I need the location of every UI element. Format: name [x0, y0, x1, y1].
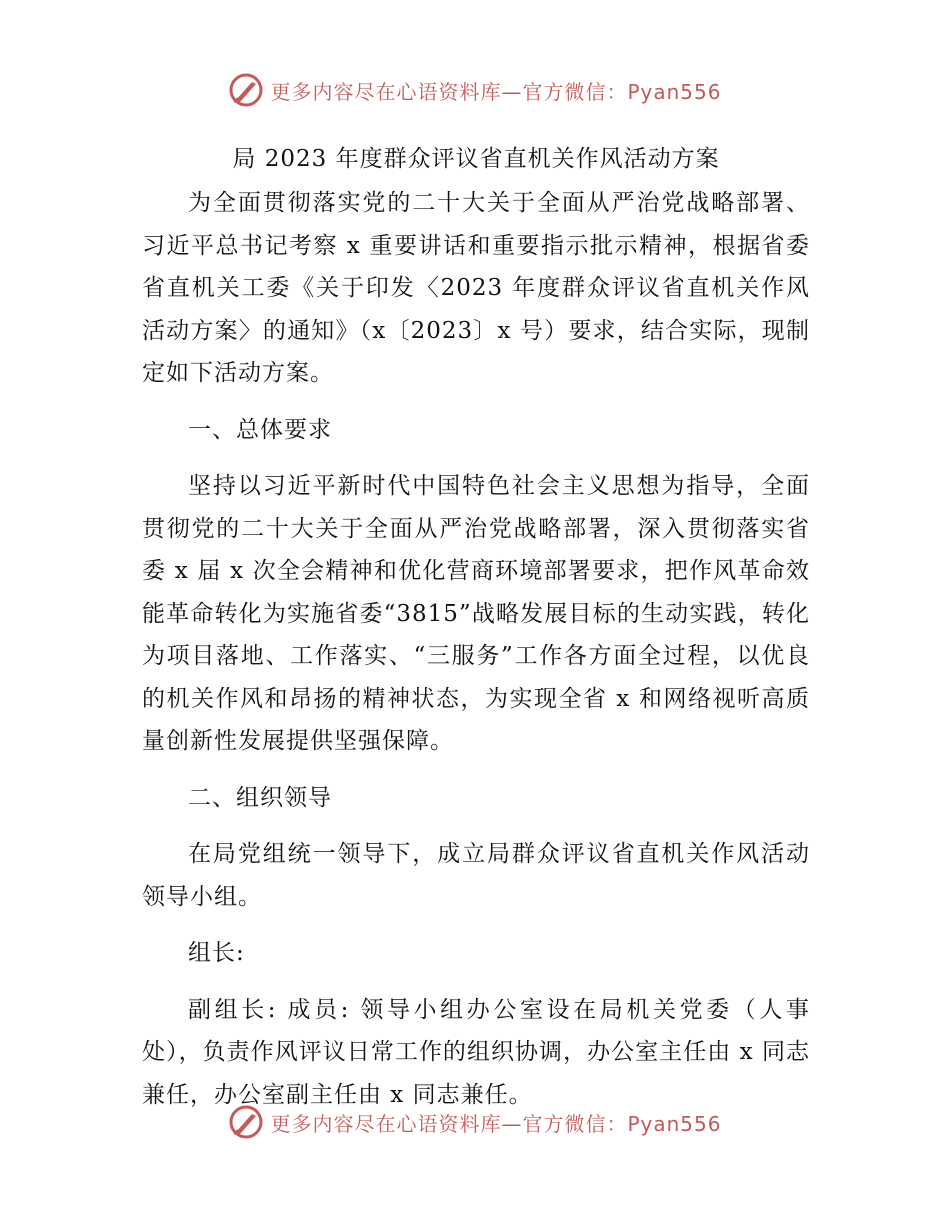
- section-heading-organization: 二、组织领导: [188, 784, 332, 811]
- header-watermark-banner: [0, 70, 950, 110]
- watermark-text: 更多内容尽在心语资料库—官方微信：Pyan556: [270, 79, 722, 104]
- footer-watermark-banner: [0, 1102, 950, 1142]
- quill-logo-icon: [228, 72, 264, 108]
- organization-paragraph: 在局党组统一领导下，成立局群众评议省直机关作风活动领导小组。: [142, 841, 810, 910]
- document-body: [142, 138, 810, 1116]
- document-title: 局 2023 年度群众评议省直机关作风活动方案: [232, 146, 720, 172]
- general-requirements-paragraph: 坚持以习近平新时代中国特色社会主义思想为指导，全面贯彻党的二十大关于全面从严治党战略部署，深入贯彻落实省委 x 届 x 次全会精神和优化营商环境部署要求，把作风革命效能革命转化为实施省委“3815”战略发展目标的生动实践，转化为项目落地、工作落实、“三服务”工作各方面全过程，以优良的机关作风和昂扬的精神状态，为实现全省 x 和网络视听高质量创新性发展提供坚强保障。: [142, 473, 810, 754]
- quill-logo-icon: [228, 1104, 264, 1140]
- section-heading-general-requirements: 一、总体要求: [188, 416, 332, 443]
- intro-paragraph: 为全面贯彻落实党的二十大关于全面从严治党战略部署、习近平总书记考察 x 重要讲话和重要指示批示精神，根据省委省直机关工委《关于印发〈2023 年度群众评议省直机关作风活动方案〉的通知》（x〔2023〕x 号）要求，结合实际，现制定如下活动方案。: [142, 190, 810, 386]
- watermark-text: 更多内容尽在心语资料库—官方微信：Pyan556: [270, 1111, 722, 1136]
- group-leader-line: 组长:: [188, 940, 245, 966]
- deputy-leader-paragraph: 副组长: 成员: 领导小组办公室设在局机关党委（人事处），负责作风评议日常工作的组织协调，办公室主任由 x 同志兼任，办公室副主任由 x 同志兼任。: [142, 996, 810, 1108]
